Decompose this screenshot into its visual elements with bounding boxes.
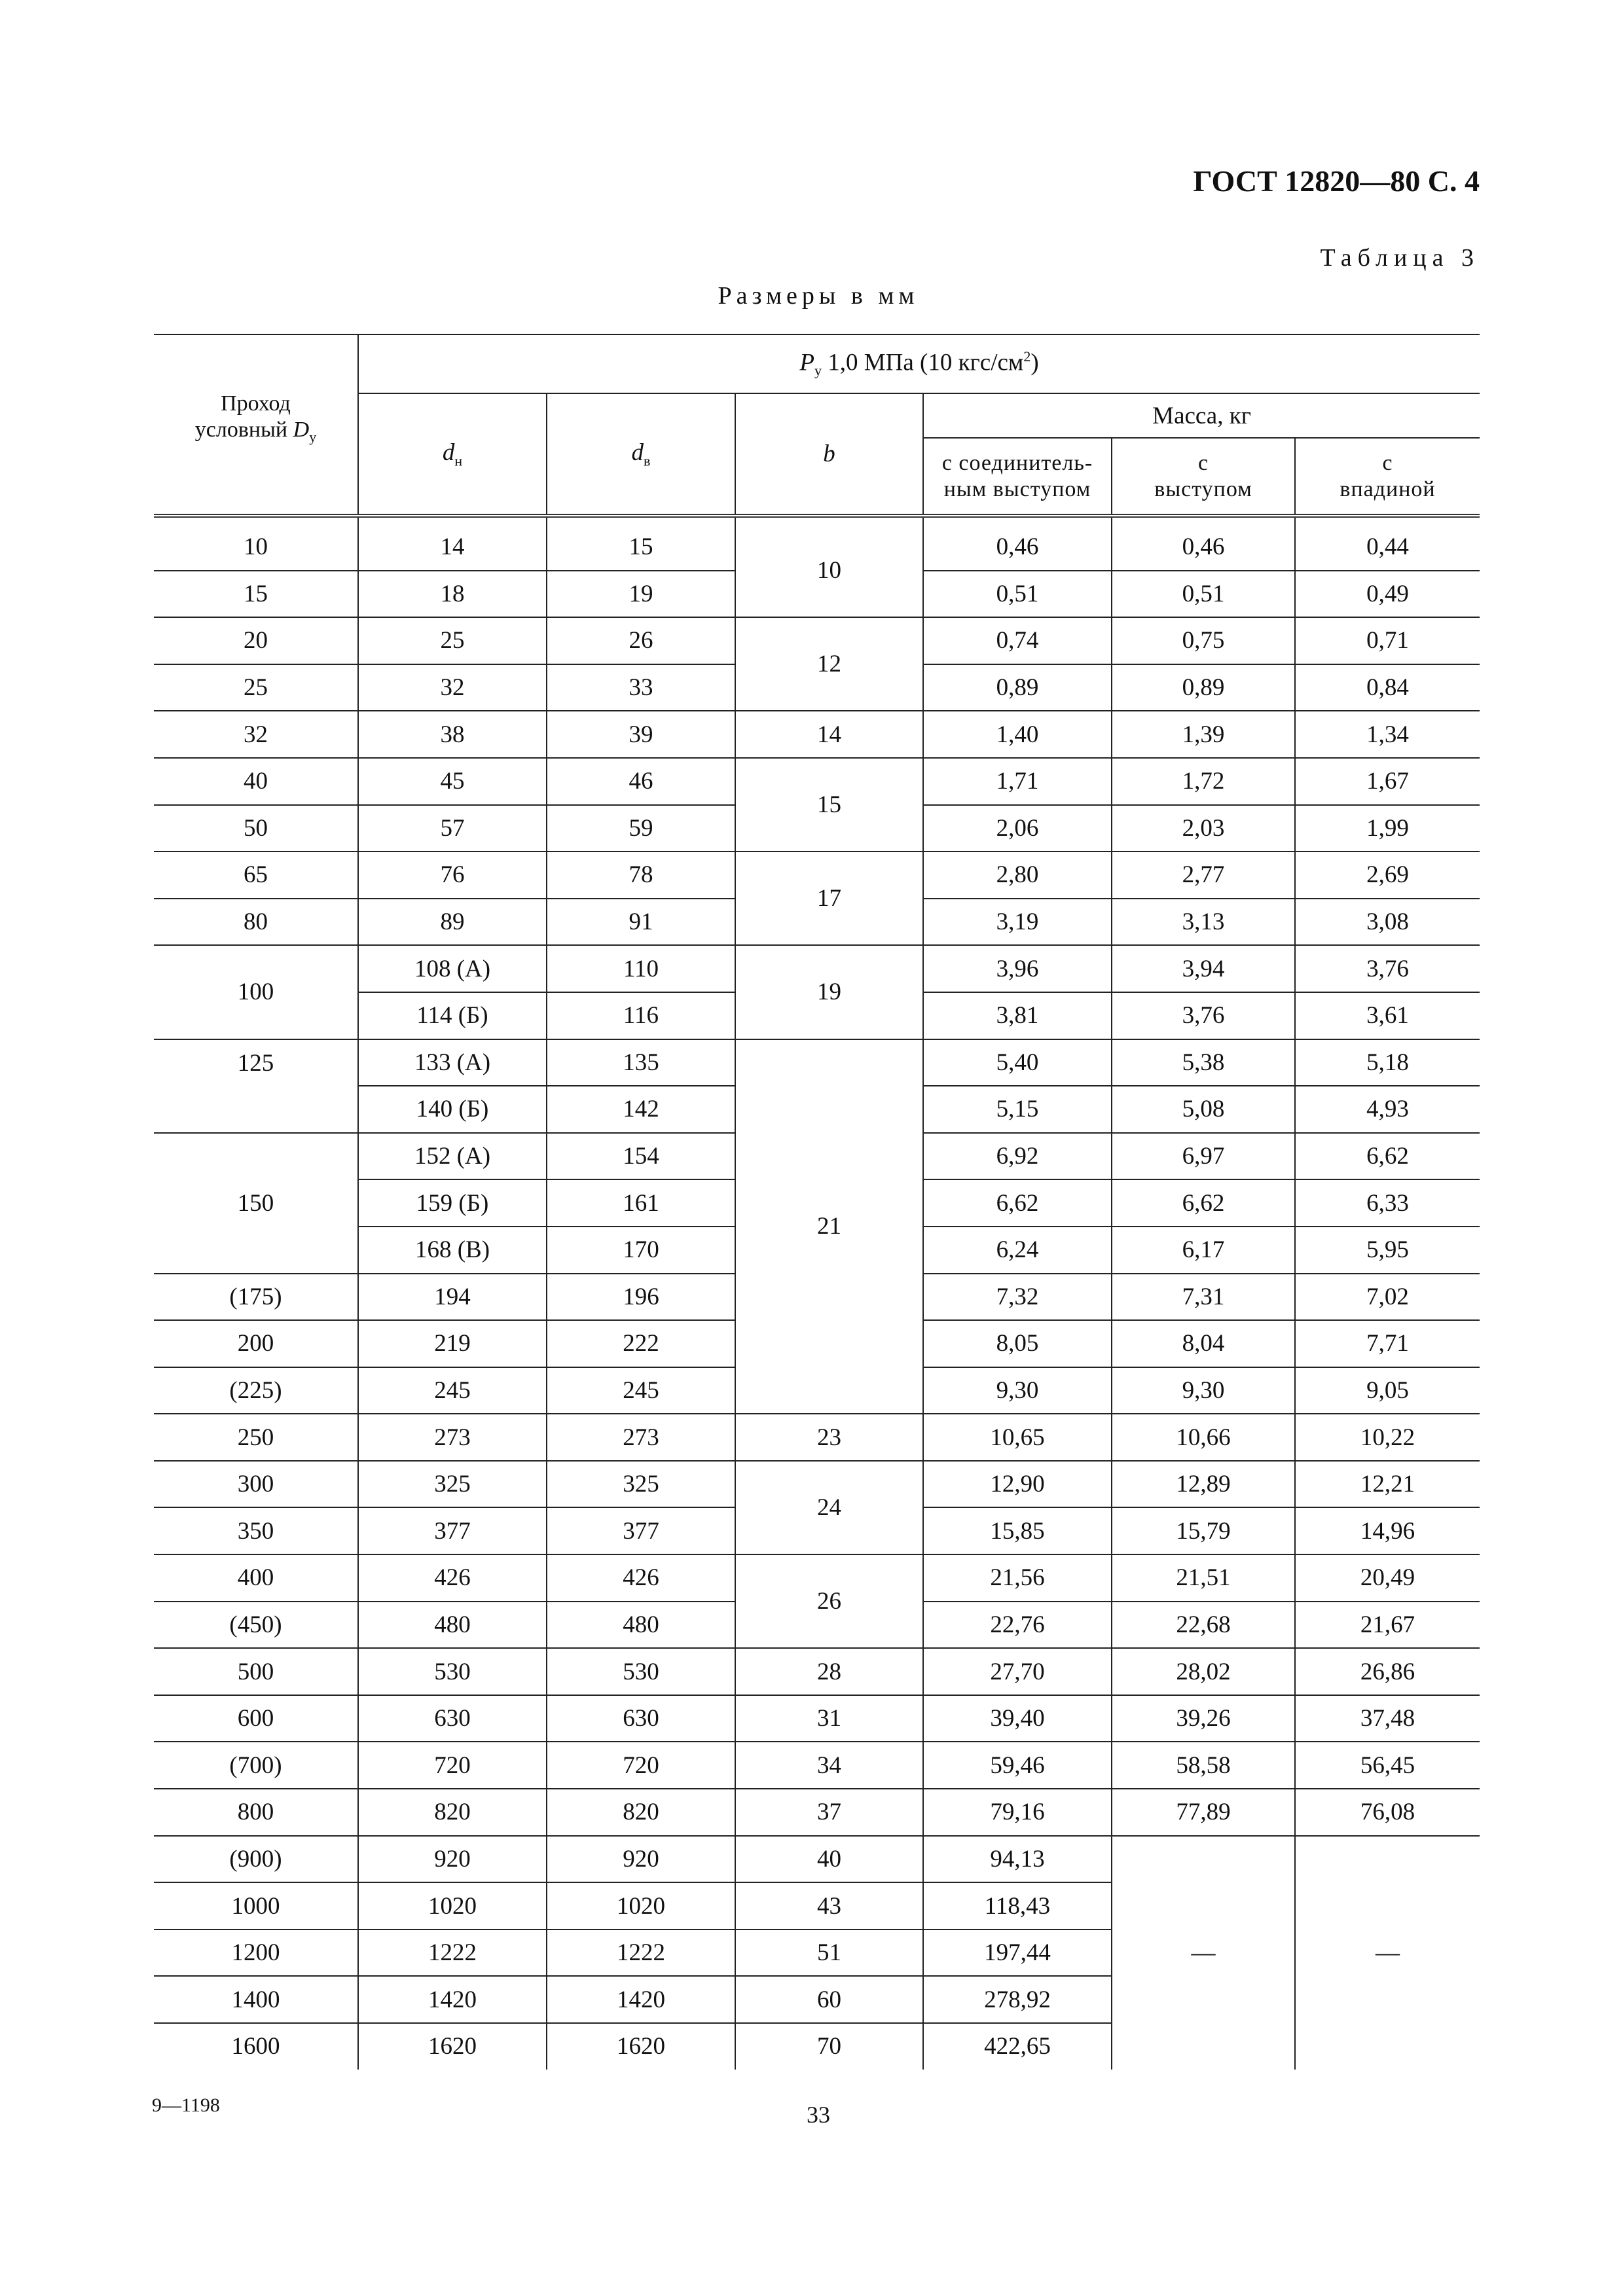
cell-mass-2: 6,62 (1112, 1179, 1295, 1227)
cell-mass-2: 39,26 (1112, 1695, 1295, 1742)
cell-mass-3: 3,61 (1295, 992, 1480, 1039)
cell-mass-3: 0,84 (1295, 664, 1480, 711)
cell-dv: 170 (547, 1227, 735, 1274)
cell-mass-1: 59,46 (923, 1742, 1112, 1789)
table-row (154, 1695, 1480, 1742)
cell-mass-1: 3,96 (923, 945, 1112, 992)
cell-dv: 161 (547, 1179, 735, 1227)
cell-mass-2: 10,66 (1112, 1414, 1295, 1461)
cell-dn: 14 (358, 516, 547, 571)
cell-mass-2: 5,08 (1112, 1086, 1295, 1133)
cell-mass-2: 6,97 (1112, 1133, 1295, 1180)
cell-mass-1: 7,32 (923, 1274, 1112, 1321)
cell-mass-1: 27,70 (923, 1648, 1112, 1695)
table-header (154, 334, 1480, 516)
table-row (154, 1461, 1480, 1508)
cell-dn: 1420 (358, 1976, 547, 2023)
cell-b: 40 (735, 1836, 923, 1883)
flange-dimensions-table (154, 334, 1480, 2070)
cell-dv: 920 (547, 1836, 735, 1883)
cell-dn: 133 (А) (358, 1039, 547, 1086)
cell-dv: 110 (547, 945, 735, 992)
cell-dn: 108 (А) (358, 945, 547, 992)
cell-dv: 19 (547, 571, 735, 618)
cell-dv: 377 (547, 1507, 735, 1554)
cell-b: 23 (735, 1414, 923, 1461)
cell-dn: 720 (358, 1742, 547, 1789)
header-dn: $d_н$ (358, 393, 547, 516)
cell-mass-1: 278,92 (923, 1976, 1112, 2023)
cell-passage: 40 (154, 758, 358, 805)
cell-b: 26 (735, 1554, 923, 1648)
cell-mass-3: 14,96 (1295, 1507, 1480, 1554)
footer-code: 9—1198 (152, 2094, 220, 2116)
table-row (154, 758, 1480, 805)
cell-mass-1: 6,24 (923, 1227, 1112, 1274)
cell-b: 19 (735, 945, 923, 1039)
header-dv: $d_в$ (547, 393, 735, 516)
cell-mass-2: 0,46 (1112, 516, 1295, 571)
cell-dn: 530 (358, 1648, 547, 1695)
cell-mass-3: 7,02 (1295, 1274, 1480, 1321)
cell-dn: 89 (358, 899, 547, 946)
cell-mass-3: 2,69 (1295, 852, 1480, 899)
cell-b: 37 (735, 1789, 923, 1836)
cell-mass-3: 0,71 (1295, 617, 1480, 664)
cell-dn: 18 (358, 571, 547, 618)
cell-dv: 59 (547, 805, 735, 852)
cell-b: 24 (735, 1461, 923, 1554)
cell-dv: 1020 (547, 1882, 735, 1929)
table-row (154, 1789, 1480, 1836)
header-b: b (735, 393, 923, 516)
table-row (154, 852, 1480, 899)
cell-b: 34 (735, 1742, 923, 1789)
cell-mass-1: 0,51 (923, 571, 1112, 618)
cell-dv: 325 (547, 1461, 735, 1508)
cell-dn: 219 (358, 1320, 547, 1367)
cell-b: 51 (735, 1929, 923, 1977)
cell-mass-2: 2,03 (1112, 805, 1295, 852)
cell-dn: 273 (358, 1414, 547, 1461)
table-row (154, 617, 1480, 664)
cell-passage: 1600 (154, 2023, 358, 2070)
cell-b: 28 (735, 1648, 923, 1695)
cell-mass-3: 76,08 (1295, 1789, 1480, 1836)
cell-dn: 25 (358, 617, 547, 664)
cell-dn: 1620 (358, 2023, 547, 2070)
cell-mass-2: 3,13 (1112, 899, 1295, 946)
page-number: 33 (807, 2102, 830, 2128)
cell-passage: (225) (154, 1367, 358, 1414)
cell-dn: 38 (358, 711, 547, 758)
cell-mass-2: 6,17 (1112, 1227, 1295, 1274)
cell-mass-1: 6,92 (923, 1133, 1112, 1180)
header-mass-connecting-projection: с соединитель- ным выступом (923, 438, 1112, 516)
cell-b: 15 (735, 758, 923, 852)
cell-passage: 600 (154, 1695, 358, 1742)
cell-mass-3: 3,08 (1295, 899, 1480, 946)
cell-mass-3: 0,44 (1295, 516, 1480, 571)
cell-mass-1: 22,76 (923, 1602, 1112, 1649)
cell-dn: 152 (А) (358, 1133, 547, 1180)
cell-dv: 1620 (547, 2023, 735, 2070)
header-pressure: $P_у$ 1,0 МПа (10 кгс/$см^2$) (358, 334, 1480, 393)
cell-dv: 116 (547, 992, 735, 1039)
cell-dn: 1020 (358, 1882, 547, 1929)
cell-passage: 50 (154, 805, 358, 852)
cell-mass-2: — (1112, 1836, 1295, 2070)
cell-mass-2: 1,39 (1112, 711, 1295, 758)
cell-mass-3: 4,93 (1295, 1086, 1480, 1133)
cell-b: 43 (735, 1882, 923, 1929)
cell-mass-2: 5,38 (1112, 1039, 1295, 1086)
cell-mass-3: 0,49 (1295, 571, 1480, 618)
cell-mass-2: 28,02 (1112, 1648, 1295, 1695)
cell-dn: 426 (358, 1554, 547, 1602)
cell-mass-3: 20,49 (1295, 1554, 1480, 1602)
cell-dv: 630 (547, 1695, 735, 1742)
cell-dv: 33 (547, 664, 735, 711)
cell-mass-3: 26,86 (1295, 1648, 1480, 1695)
cell-mass-1: 2,80 (923, 852, 1112, 899)
cell-dn: 377 (358, 1507, 547, 1554)
cell-passage: 15 (154, 571, 358, 618)
cell-dv: 154 (547, 1133, 735, 1180)
cell-passage: (700) (154, 1742, 358, 1789)
cell-dn: 245 (358, 1367, 547, 1414)
cell-passage: (900) (154, 1836, 358, 1883)
cell-dn: 820 (358, 1789, 547, 1836)
cell-passage: 65 (154, 852, 358, 899)
cell-mass-2: 21,51 (1112, 1554, 1295, 1602)
cell-mass-3: 12,21 (1295, 1461, 1480, 1508)
cell-dv: 1420 (547, 1976, 735, 2023)
cell-mass-2: 2,77 (1112, 852, 1295, 899)
cell-passage: 1000 (154, 1882, 358, 1929)
header-mass-projection: с выступом (1112, 438, 1295, 516)
cell-passage: 80 (154, 899, 358, 946)
cell-dv: 720 (547, 1742, 735, 1789)
cell-mass-3: 5,95 (1295, 1227, 1480, 1274)
cell-b: 10 (735, 516, 923, 617)
cell-dn: 920 (358, 1836, 547, 1883)
cell-passage: 250 (154, 1414, 358, 1461)
cell-mass-2: 8,04 (1112, 1320, 1295, 1367)
cell-mass-3: 6,62 (1295, 1133, 1480, 1180)
cell-mass-1: 118,43 (923, 1882, 1112, 1929)
cell-mass-1: 0,89 (923, 664, 1112, 711)
cell-mass-1: 39,40 (923, 1695, 1112, 1742)
cell-mass-1: 5,40 (923, 1039, 1112, 1086)
cell-mass-3: 1,34 (1295, 711, 1480, 758)
cell-mass-2: 0,89 (1112, 664, 1295, 711)
table-row (154, 945, 1480, 992)
cell-mass-1: 79,16 (923, 1789, 1112, 1836)
cell-b: 70 (735, 2023, 923, 2070)
header-passage: Проход условный $D_у$ (154, 334, 358, 516)
cell-passage: 32 (154, 711, 358, 758)
document-title: ГОСТ 12820—80 С. 4 (1193, 164, 1480, 198)
cell-mass-1: 2,06 (923, 805, 1112, 852)
cell-passage: 100 (154, 945, 358, 1039)
cell-mass-3: 37,48 (1295, 1695, 1480, 1742)
cell-mass-2: 7,31 (1112, 1274, 1295, 1321)
cell-mass-1: 8,05 (923, 1320, 1112, 1367)
cell-mass-3: 7,71 (1295, 1320, 1480, 1367)
cell-mass-2: 22,68 (1112, 1602, 1295, 1649)
table-label: Таблица 3 (1320, 244, 1480, 272)
cell-mass-2: 15,79 (1112, 1507, 1295, 1554)
cell-b: 60 (735, 1976, 923, 2023)
cell-dv: 39 (547, 711, 735, 758)
table-row (154, 711, 1480, 758)
cell-mass-1: 5,15 (923, 1086, 1112, 1133)
cell-dn: 32 (358, 664, 547, 711)
cell-mass-3: 21,67 (1295, 1602, 1480, 1649)
table-row (154, 516, 1480, 571)
cell-dv: 245 (547, 1367, 735, 1414)
header-mass-recess: с впадиной (1295, 438, 1480, 516)
cell-passage: 400 (154, 1554, 358, 1602)
cell-passage: 125 (154, 1039, 358, 1133)
cell-dn: 45 (358, 758, 547, 805)
cell-mass-2: 3,94 (1112, 945, 1295, 992)
cell-mass-3: 5,18 (1295, 1039, 1480, 1086)
cell-passage: 150 (154, 1133, 358, 1274)
table-row (154, 1039, 1480, 1086)
cell-mass-3: 9,05 (1295, 1367, 1480, 1414)
cell-mass-3: 1,99 (1295, 805, 1480, 852)
cell-passage: 200 (154, 1320, 358, 1367)
cell-dn: 194 (358, 1274, 547, 1321)
cell-mass-1: 12,90 (923, 1461, 1112, 1508)
cell-b: 12 (735, 617, 923, 711)
cell-mass-1: 197,44 (923, 1929, 1112, 1977)
cell-passage: 350 (154, 1507, 358, 1554)
cell-mass-3: 10,22 (1295, 1414, 1480, 1461)
cell-mass-2: 58,58 (1112, 1742, 1295, 1789)
cell-mass-2: 77,89 (1112, 1789, 1295, 1836)
table-row (154, 1836, 1480, 1883)
cell-dv: 196 (547, 1274, 735, 1321)
cell-dn: 76 (358, 852, 547, 899)
cell-mass-2: 9,30 (1112, 1367, 1295, 1414)
table-body (154, 516, 1480, 2070)
cell-mass-2: 12,89 (1112, 1461, 1295, 1508)
cell-passage: (175) (154, 1274, 358, 1321)
cell-dv: 530 (547, 1648, 735, 1695)
cell-mass-2: 0,75 (1112, 617, 1295, 664)
header-mass: Масса, кг (923, 393, 1480, 438)
cell-passage: 25 (154, 664, 358, 711)
cell-b: 17 (735, 852, 923, 945)
cell-passage: 1400 (154, 1976, 358, 2023)
cell-mass-3: — (1295, 1836, 1480, 2070)
table-row (154, 1414, 1480, 1461)
cell-passage: 500 (154, 1648, 358, 1695)
cell-dn: 168 (В) (358, 1227, 547, 1274)
table-row (154, 1742, 1480, 1789)
cell-dv: 78 (547, 852, 735, 899)
cell-mass-1: 1,40 (923, 711, 1112, 758)
cell-dv: 273 (547, 1414, 735, 1461)
cell-mass-1: 9,30 (923, 1367, 1112, 1414)
cell-mass-1: 0,46 (923, 516, 1112, 571)
cell-dn: 1222 (358, 1929, 547, 1977)
cell-mass-1: 15,85 (923, 1507, 1112, 1554)
cell-passage: (450) (154, 1602, 358, 1649)
cell-mass-1: 94,13 (923, 1836, 1112, 1883)
table-row (154, 1554, 1480, 1602)
units-label: Размеры в мм (718, 282, 919, 310)
cell-mass-1: 21,56 (923, 1554, 1112, 1602)
cell-passage: 300 (154, 1461, 358, 1508)
cell-passage: 10 (154, 516, 358, 571)
cell-mass-1: 3,81 (923, 992, 1112, 1039)
cell-passage: 1200 (154, 1929, 358, 1977)
cell-b: 31 (735, 1695, 923, 1742)
cell-mass-1: 6,62 (923, 1179, 1112, 1227)
cell-dv: 222 (547, 1320, 735, 1367)
cell-mass-1: 422,65 (923, 2023, 1112, 2070)
cell-mass-2: 3,76 (1112, 992, 1295, 1039)
cell-b: 14 (735, 711, 923, 758)
cell-dv: 91 (547, 899, 735, 946)
cell-mass-3: 1,67 (1295, 758, 1480, 805)
cell-mass-2: 1,72 (1112, 758, 1295, 805)
cell-dn: 480 (358, 1602, 547, 1649)
cell-mass-1: 3,19 (923, 899, 1112, 946)
cell-passage: 800 (154, 1789, 358, 1836)
cell-dn: 114 (Б) (358, 992, 547, 1039)
cell-dn: 57 (358, 805, 547, 852)
cell-dv: 26 (547, 617, 735, 664)
cell-mass-1: 10,65 (923, 1414, 1112, 1461)
cell-passage: 20 (154, 617, 358, 664)
cell-dv: 142 (547, 1086, 735, 1133)
cell-dv: 46 (547, 758, 735, 805)
cell-mass-1: 0,74 (923, 617, 1112, 664)
cell-dv: 15 (547, 516, 735, 571)
cell-dv: 480 (547, 1602, 735, 1649)
cell-mass-2: 0,51 (1112, 571, 1295, 618)
cell-mass-1: 1,71 (923, 758, 1112, 805)
cell-dv: 1222 (547, 1929, 735, 1977)
cell-dv: 135 (547, 1039, 735, 1086)
cell-b: 21 (735, 1039, 923, 1414)
cell-dn: 159 (Б) (358, 1179, 547, 1227)
cell-mass-3: 3,76 (1295, 945, 1480, 992)
table-row (154, 1648, 1480, 1695)
cell-dv: 820 (547, 1789, 735, 1836)
cell-dv: 426 (547, 1554, 735, 1602)
cell-dn: 325 (358, 1461, 547, 1508)
cell-mass-3: 6,33 (1295, 1179, 1480, 1227)
cell-mass-3: 56,45 (1295, 1742, 1480, 1789)
cell-dn: 630 (358, 1695, 547, 1742)
cell-dn: 140 (Б) (358, 1086, 547, 1133)
